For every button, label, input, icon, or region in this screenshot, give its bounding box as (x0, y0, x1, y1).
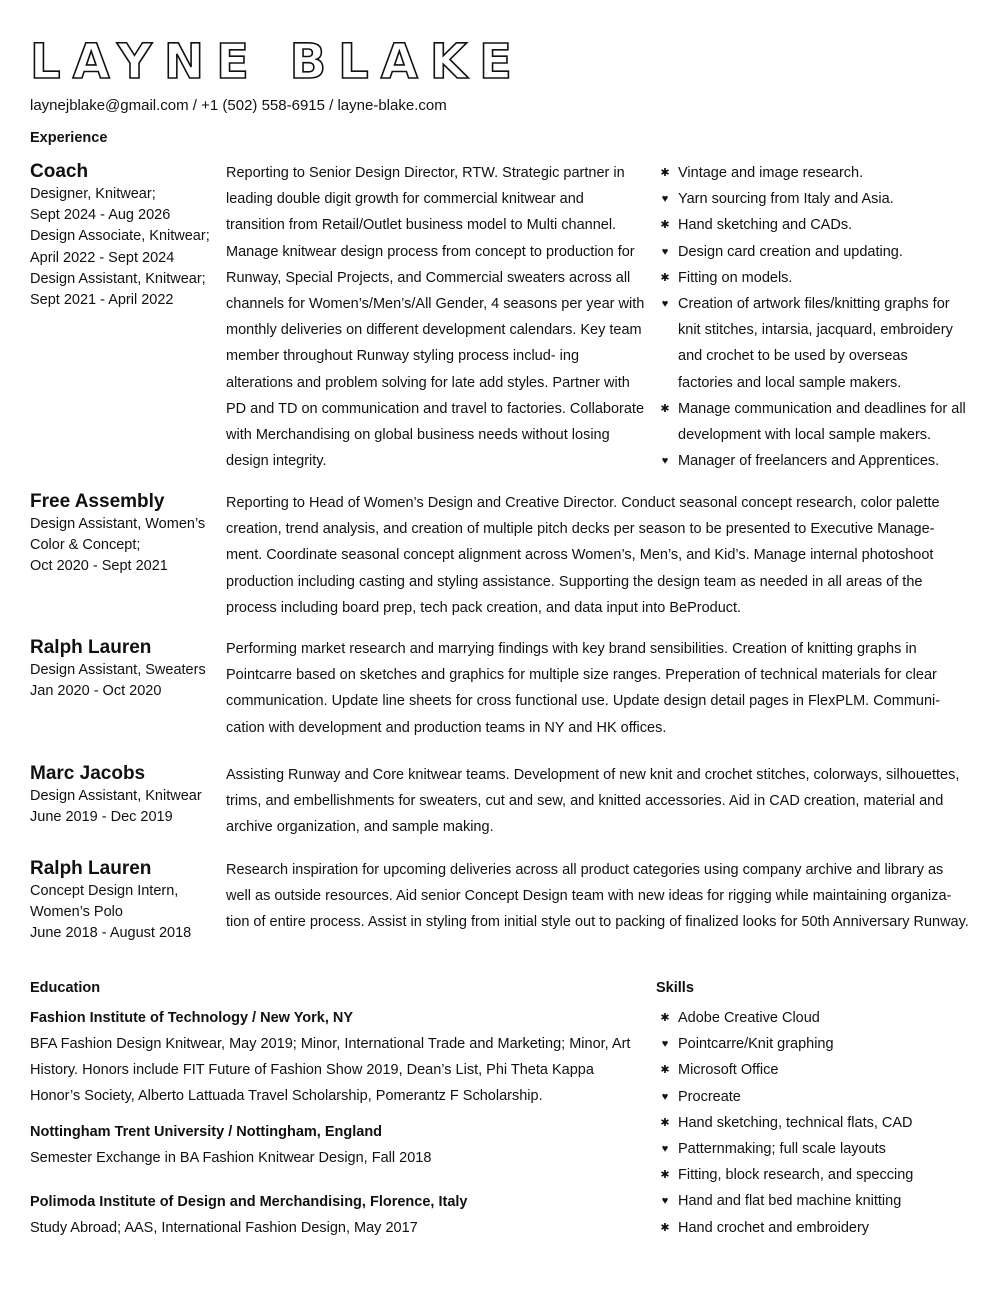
role-line: Design Assistant, Sweaters (30, 662, 206, 678)
heart-icon: ♥ (661, 193, 669, 206)
school-name: Polimoda Institute of Design and Merchandising, Florence, Italy (30, 1194, 468, 1210)
resume-name: LAYNE BLAKE (30, 34, 524, 90)
list-item: ♥ Manager of freelancers and Apprentices. (656, 448, 966, 474)
list-item: ♥ Hand and flat bed machine knitting (656, 1188, 966, 1214)
company-name: Ralph Lauren (30, 858, 152, 879)
education-entry (30, 1189, 640, 1241)
role-line: Oct 2020 - Sept 2021 (30, 558, 168, 575)
list-item: ✱ Manage communication and deadlines for all development with local sample makers. (656, 396, 966, 448)
list-item: ✱ Microsoft Office (656, 1057, 966, 1083)
list-item: ✱ Vintage and image research. (656, 160, 966, 186)
education-entry (30, 1119, 640, 1171)
school-name: Nottingham Trent University / Nottingham, England (30, 1124, 383, 1140)
experience-heading: Experience (30, 130, 108, 146)
role-line: Design Associate, Knitwear; (30, 228, 210, 245)
heart-icon: ♥ (661, 1195, 669, 1208)
job-description: Reporting to Head of Women’s Design and Creative Director. Conduct seasonal concept research, color palette creation, trend analysis, and creation of multiple pitch decks per season to be presented to Executive Manage- ment. Coordinate seasonal concept alignment across Women’s, Men’s, and Kid’s. Manage internal photoshoot production including casting and styling assistance. Supporting the design team as needed in all areas of the process including board prep, tech pack creation, and data input into BeProduct. (226, 495, 940, 616)
responsibility-list (656, 160, 966, 474)
job-description: Performing market research and marrying findings with key brand sensibilities. Creation of knitting graphs in Pointcarre based on sketches and graphics for multiple size ranges. Preperation of technical materials for clear communication. Update line sheets for cross functional use. Update design detail pages in FlexPLM. Communi- cation with development and production teams in NY and HK offices. (226, 641, 941, 736)
role-line: Design Assistant, Knitwear (30, 788, 202, 804)
role-line: April 2022 - Sept 2024 (30, 249, 175, 266)
list-item: ✱ Fitting, block research, and speccing (656, 1162, 966, 1188)
role-line: June 2019 - Dec 2019 (30, 809, 173, 826)
job-header (30, 160, 220, 311)
heart-icon: ♥ (661, 1038, 669, 1051)
company-name: Ralph Lauren (30, 637, 152, 658)
asterisk-icon: ✱ (660, 402, 670, 415)
role-line: Sept 2024 - Aug 2026 (30, 207, 171, 224)
role-line: Concept Design Intern, (30, 883, 179, 899)
school-name: Fashion Institute of Technology / New York, NY (30, 1010, 354, 1026)
heart-icon: ♥ (661, 1090, 669, 1103)
list-item: ♥ Yarn sourcing from Italy and Asia. (656, 186, 966, 212)
company-name: Free Assembly (30, 491, 165, 512)
heart-icon: ♥ (661, 245, 669, 258)
role-line: Designer, Knitwear; (30, 186, 156, 202)
job-header (30, 857, 220, 945)
job-description: Research inspiration for upcoming deliveries across all product categories using company archive and library as well as outside resources. Aid senior Concept Design team with new ideas for rigging while maintaining organiza- tion of entire process. Assist in styling from initial style out to packing of finalized looks for 50th Anniversary Runway. (226, 862, 969, 931)
list-item: ♥ Pointcarre/Knit graphing (656, 1031, 966, 1057)
list-item: ♥ Design card creation and updating. (656, 239, 966, 265)
contact-line: laynejblake@gmail.com / +1 (502) 558-6915 / layne-blake.com (30, 97, 447, 114)
role-line: Jan 2020 - Oct 2020 (30, 683, 162, 700)
role-line: Sept 2021 - April 2022 (30, 292, 174, 309)
asterisk-icon: ✱ (660, 1116, 670, 1129)
asterisk-icon: ✱ (660, 1169, 670, 1182)
list-item: ♥ Patternmaking; full scale layouts (656, 1136, 966, 1162)
asterisk-icon: ✱ (660, 1221, 670, 1234)
list-item: ✱ Hand sketching and CADs. (656, 212, 966, 238)
asterisk-icon: ✱ (660, 271, 670, 284)
heart-icon: ♥ (661, 1143, 669, 1156)
asterisk-icon: ✱ (660, 219, 670, 232)
education-heading: Education (30, 980, 101, 996)
list-item: ♥ Procreate (656, 1084, 966, 1110)
education-details: Semester Exchange in BA Fashion Knitwear Design, Fall 2018 (30, 1150, 432, 1166)
role-line: Design Assistant, Women’s (30, 516, 206, 532)
skills-heading: Skills (656, 980, 694, 996)
asterisk-icon: ✱ (660, 1012, 670, 1024)
asterisk-icon: ✱ (660, 1064, 670, 1077)
education-details: BFA Fashion Design Knitwear, May 2019; Minor, International Trade and Marketing; Minor, Art History. Honors include FIT Future of Fashion Show 2019, Dean’s List, Phi Theta Kappa Honor’s Society, Alberto Lattuada Travel Scholarship, Pomerantz F Scholarship. (30, 1036, 631, 1105)
education-entry (30, 1005, 640, 1110)
company-name: Coach (30, 161, 89, 182)
job-description: Assisting Runway and Core knitwear teams. Development of new knit and crochet stitches, colorways, silhouettes, trims, and embellishments for sweaters, cut and sew, and knitted accessories. Aid in CAD creation, material and archive organization, and sample making. (226, 767, 960, 836)
role-line: Color & Concept; (30, 537, 141, 554)
list-item: ✱ Fitting on models. (656, 265, 966, 291)
skills-list (656, 1005, 966, 1241)
role-line: Women’s Polo (30, 904, 123, 921)
role-line: Design Assistant, Knitwear; (30, 270, 206, 287)
company-name: Marc Jacobs (30, 763, 146, 784)
job-header (30, 490, 220, 578)
education-details: Study Abroad; AAS, International Fashion Design, May 2017 (30, 1220, 418, 1236)
heart-icon: ♥ (661, 455, 669, 468)
job-header (30, 762, 220, 828)
list-item: ✱ Hand crochet and embroidery (656, 1215, 966, 1241)
role-line: June 2018 - August 2018 (30, 925, 192, 942)
list-item: ✱ Adobe Creative Cloud (656, 1005, 966, 1031)
list-item: ♥ Creation of artwork files/knitting graphs for knit stitches, intarsia, jacquard, embroidery and crochet to be used by overseas factories and local sample makers. (656, 291, 966, 396)
asterisk-icon: ✱ (660, 167, 670, 179)
list-item: ✱ Hand sketching, technical flats, CAD (656, 1110, 966, 1136)
job-header (30, 636, 220, 702)
heart-icon: ♥ (661, 298, 669, 311)
job-description: Reporting to Senior Design Director, RTW. Strategic partner in leading double digit growth for commercial knitwear and transition from Retail/Outlet business model to Multi channel. Manage knitwear design process from concept to production for Runway, Special Projects, and Commercial sweaters across all channels for Women’s/Men’s/All Gender, 4 seasons per year with monthly deliveries on different development calendars. Key team member throughout Runway styling process includ- ing alterations and problem solving for late add styles. Partner with PD and TD on communication and travel to factories. Collaborate with Merchandising on global business needs without losing design integrity. (226, 165, 645, 470)
